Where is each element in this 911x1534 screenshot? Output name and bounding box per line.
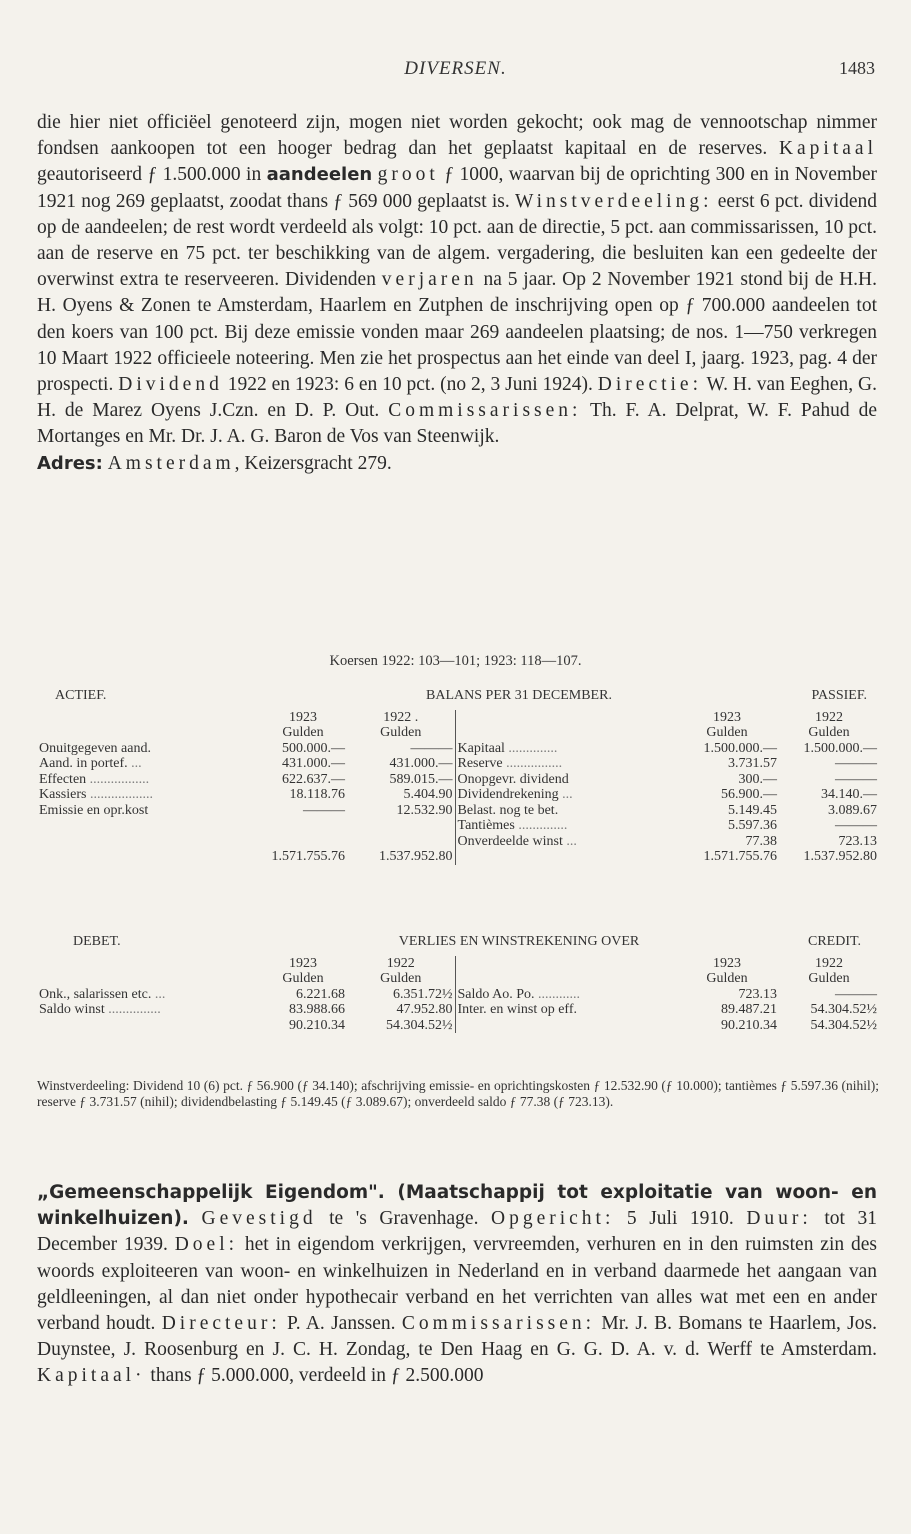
- row-label: Tantièmes: [457, 818, 515, 833]
- row-label: Onopgevr. dividend: [457, 771, 569, 787]
- adres-rest: , Keizersgracht 279.: [234, 452, 392, 474]
- table-row: [37, 741, 879, 757]
- value-cell: 500.000.—: [282, 740, 345, 756]
- keyword-directeur: Directeur:: [161, 1313, 281, 1335]
- winst-center-title: VERLIES EN WINSTREKENING OVER: [398, 934, 640, 949]
- total-cell: 90.210.34: [289, 1017, 345, 1033]
- value-cell: 300.—: [738, 771, 777, 787]
- row-label: Aand. in portef.: [39, 756, 128, 771]
- balans-title-row: [37, 688, 879, 704]
- keyword-commissarissen: Commissarissen:: [388, 400, 582, 422]
- row-label: Kassiers: [39, 787, 87, 802]
- text-run: ƒ 1000, waarvan bij de oprichting 300 en in November 1921 nog 269 geplaatst, zoodat thans ƒ 569 000 geplaatst is.: [37, 164, 877, 212]
- value-cell: 3.089.67: [828, 802, 877, 818]
- leader-dots: ...: [562, 787, 573, 802]
- year-label: 1923: [713, 709, 741, 725]
- keyword-groot: groot: [377, 164, 439, 186]
- total-cell: 1.537.952.80: [803, 849, 877, 864]
- text-run: Mr. J. B. Bomans te Haarlem, Jos. Duynstee, J. Roosenburg en J. C. H. Zondag, te Den Haag en G. G. D. A. v. d. Werff te Amsterdam.: [37, 1313, 877, 1361]
- company-heading: „Gemeenschappelijk Eigendom". (Maatschappij tot exploitatie van woon- en winkelhuizen).: [37, 1182, 877, 1230]
- value-cell: 18.118.76: [289, 787, 345, 802]
- text-run: 5 Juli 1910.: [614, 1208, 747, 1230]
- paragraph-company-entry: [37, 110, 877, 477]
- leader-dots: ..............: [518, 818, 568, 833]
- value-cell: 12.532.90: [396, 802, 453, 818]
- value-cell: 723.13: [838, 833, 877, 849]
- row-label: Onverdeelde winst: [457, 833, 563, 849]
- total-cell: 54.304.52½: [810, 1017, 877, 1033]
- unit-label: Gulden: [808, 725, 850, 740]
- leader-dots: ..............: [508, 740, 558, 756]
- value-cell: 431.000.—: [389, 756, 453, 771]
- value-cell: ———: [410, 740, 453, 756]
- value-cell: ———: [835, 771, 877, 787]
- winst-year-row: [37, 956, 879, 972]
- keyword-dividend: Dividend: [118, 374, 223, 396]
- table-row: [37, 772, 879, 788]
- row-label: Onk., salarissen etc.: [39, 986, 152, 1002]
- year-label: 1923: [713, 955, 741, 971]
- winst-unit-row: [37, 971, 879, 987]
- keyword-kapitaal: Kapitaal·: [37, 1365, 146, 1387]
- keyword-duur: Duur:: [746, 1208, 812, 1230]
- row-label: Effecten: [39, 771, 87, 787]
- text-run: te 's Gravenhage.: [316, 1208, 491, 1230]
- value-cell: [347, 834, 455, 850]
- row-label: Reserve: [457, 756, 503, 771]
- value-cell: 83.988.66: [289, 1002, 345, 1017]
- total-cell: 90.210.34: [721, 1017, 777, 1033]
- value-cell: [259, 834, 347, 850]
- value-cell: 54.304.52½: [810, 1002, 877, 1017]
- value-cell: ———: [835, 986, 877, 1002]
- row-label: Belast. nog te bet.: [457, 802, 559, 818]
- row-label: Emissie en opr.kost: [39, 802, 149, 818]
- running-header: [0, 58, 911, 86]
- debet-title: DEBET.: [73, 934, 121, 949]
- value-cell: 589.015.—: [389, 771, 453, 787]
- table-row: [37, 1002, 879, 1018]
- total-cell: 1.571.755.76: [703, 849, 777, 864]
- balans-table: [37, 688, 879, 865]
- value-cell: 1.500.000.—: [703, 740, 777, 756]
- value-cell: 3.731.57: [728, 756, 777, 771]
- value-cell: 1.500.000.—: [803, 740, 877, 756]
- leader-dots: ...: [566, 833, 577, 849]
- table-row: [37, 787, 879, 803]
- year-label: 1923: [289, 709, 317, 725]
- row-label: Inter. en winst op eff.: [457, 1002, 577, 1017]
- header-title: DIVERSEN.: [404, 58, 507, 79]
- year-label: 1923: [289, 955, 317, 971]
- table-row: [37, 987, 879, 1003]
- text-run: die hier niet officiëel genoteerd zijn, mogen niet worden gekocht; ook mag de vennootschap nimmer fondsen aankoopen tot een hooger bedrag dan het geplaatst kapitaal en de reserves.: [37, 112, 877, 160]
- winstverdeeling-note: Winstverdeeling: Dividend 10 (6) pct. ƒ 56.900 (ƒ 34.140); afschrijving emissie- en oprichtingskosten ƒ 12.532.90 (ƒ 10.000); tantièmes ƒ 5.597.36 (nihil); reserve ƒ 3.731.57 (nihil); dividendbelasting ƒ 5.149.45 (ƒ 3.089.67); onverdeeld saldo ƒ 77.38 (ƒ 723.13).: [37, 1078, 879, 1109]
- value-cell: 723.13: [738, 986, 777, 1002]
- leader-dots: ...............: [108, 1002, 161, 1017]
- leader-dots: ...: [131, 756, 142, 771]
- keyword-directie: Directie:: [597, 374, 703, 396]
- row-label: Kapitaal: [457, 740, 505, 756]
- page-number: 1483: [839, 58, 875, 78]
- text-run: het in eigendom verkrijgen, vervreemden, verhuren en in den ruimsten zin des woords exploiteeren van woon- en winkelhuizen in Nederland en in verband daarmede het aangaan van geldleeningen, al dan niet onder hypothecair verband en het verrichten van alles wat met een en ander verband houdt.: [37, 1234, 877, 1335]
- value-cell: 5.149.45: [728, 802, 777, 818]
- balans-year-row: [37, 710, 879, 726]
- passief-title: PASSIEF.: [811, 688, 867, 703]
- value-cell: 622.637.—: [282, 771, 345, 787]
- text-run: W. H. van Eeghen, G. H. de Marez Oyens J.Czn. en D. P. Out.: [37, 374, 878, 422]
- value-cell: 6.221.68: [296, 986, 345, 1002]
- unit-label: Gulden: [706, 725, 748, 740]
- text-run: geautoriseerd ƒ 1.500.000 in: [37, 164, 267, 186]
- leader-dots: .................: [89, 771, 150, 787]
- total-cell: 1.571.755.76: [271, 849, 345, 864]
- keyword-kapitaal: Kapitaal: [778, 138, 877, 160]
- winst-table: [37, 934, 879, 1033]
- table-row: [37, 803, 879, 819]
- text-run: tot 31 December 1939.: [37, 1208, 877, 1256]
- year-label: 1922: [815, 709, 843, 725]
- row-label: Dividendrekening: [457, 787, 559, 802]
- leader-dots: ................: [506, 756, 563, 771]
- text-run: Th. F. A. Delprat, W. F. Pahud de Mortanges en Mr. Dr. J. A. G. Baron de Vos van Steenwijk.: [37, 400, 877, 448]
- value-cell: ———: [835, 818, 877, 833]
- unit-label: Gulden: [282, 971, 324, 986]
- value-cell: 47.952.80: [396, 1002, 453, 1017]
- keyword-commissarissen: Commissarissen:: [401, 1313, 596, 1335]
- keyword-winstverdeeling: Winstverdeeling:: [515, 190, 713, 212]
- value-cell: 431.000.—: [282, 756, 345, 771]
- actief-title: ACTIEF.: [55, 688, 107, 703]
- value-cell: 5.597.36: [728, 818, 777, 833]
- text-run: P. A. Janssen.: [280, 1313, 402, 1335]
- balans-center-title: BALANS PER 31 DECEMBER.: [426, 688, 612, 703]
- text-run: thans ƒ 5.000.000, verdeeld in ƒ 2.500.000: [145, 1365, 484, 1387]
- table-row: [37, 818, 879, 834]
- text-run: 1922 en 1923: 6 en 10 pct. (no 2, 3 Juni 1924).: [222, 374, 598, 396]
- balans-totals-row: [37, 849, 879, 865]
- keyword-opgericht: Opgericht:: [490, 1208, 615, 1230]
- value-cell: 89.487.21: [721, 1002, 777, 1017]
- keyword-verjaren: verjaren: [381, 269, 478, 291]
- row-label: Saldo Ao. Po.: [457, 986, 535, 1002]
- text-run: eerst 6 pct. dividend op de aandeelen; de rest wordt verdeeld als volgt: 10 pct. aan de directie, 5 pct. aan commissarissen, 10 pct. aan de reserve en 75 pct. ter beschikking van de algem. vergadering, die besluiten kan een gedeelte der overwinst extra te reserveeren. Dividenden: [37, 190, 878, 291]
- row-label: Onuitgegeven aand.: [39, 740, 151, 756]
- value-cell: 6.351.72½: [393, 986, 453, 1002]
- leader-dots: ............: [538, 986, 581, 1002]
- total-cell: 1.537.952.80: [379, 849, 453, 864]
- unit-label: Gulden: [380, 725, 422, 740]
- balans-unit-row: [37, 725, 879, 741]
- year-label: 1922: [815, 955, 843, 971]
- credit-title: CREDIT.: [807, 934, 861, 949]
- table-row: [37, 834, 879, 850]
- value-cell: 56.900.—: [721, 787, 777, 802]
- keyword-gevestigd: Gevestigd: [201, 1208, 317, 1230]
- year-label: 1922 .: [383, 709, 419, 725]
- unit-label: Gulden: [706, 971, 748, 986]
- value-cell: [259, 818, 347, 834]
- koersen-line: Koersen 1922: 103—101; 1923: 118—107.: [329, 653, 582, 669]
- keyword-doel: Doel:: [174, 1234, 239, 1256]
- total-cell: 54.304.52½: [386, 1017, 453, 1033]
- adres-city: Amsterdam: [107, 452, 235, 474]
- value-cell: 77.38: [745, 833, 777, 849]
- value-cell: 5.404.90: [403, 787, 453, 802]
- unit-label: Gulden: [380, 971, 422, 986]
- table-row: [37, 756, 879, 772]
- unit-label: Gulden: [282, 725, 324, 740]
- leader-dots: ..................: [89, 787, 153, 802]
- paragraph-second-company: [37, 1180, 877, 1390]
- row-label: Saldo winst: [39, 1002, 105, 1017]
- value-cell: 34.140.—: [821, 787, 877, 802]
- leader-dots: ...: [154, 986, 166, 1002]
- text-run: na 5 jaar. Op 2 November 1921 stond bij de H.H. H. Oyens & Zonen te Amsterdam, Haarlem en Zutphen de inschrijving open op ƒ 700.000 aandeelen tot den koers van 100 pct. Bij deze emissie vonden maar 269 aandeelen plaatsing; de nos. 1—750 verkregen 10 Maart 1922 officieele noteering. Men zie het prospectus aan het einde van deel I, jaarg. 1923, pag. 4 der prospecti.: [37, 269, 877, 396]
- value-cell: [347, 818, 455, 834]
- value-cell: ———: [835, 756, 877, 771]
- year-label: 1922: [386, 955, 415, 971]
- winst-totals-row: [37, 1018, 879, 1034]
- keyword-aandeelen: aandeelen: [266, 164, 373, 186]
- winst-title-row: [37, 934, 879, 950]
- value-cell: ———: [303, 802, 345, 818]
- unit-label: Gulden: [808, 971, 850, 986]
- keyword-adres: Adres:: [37, 452, 103, 474]
